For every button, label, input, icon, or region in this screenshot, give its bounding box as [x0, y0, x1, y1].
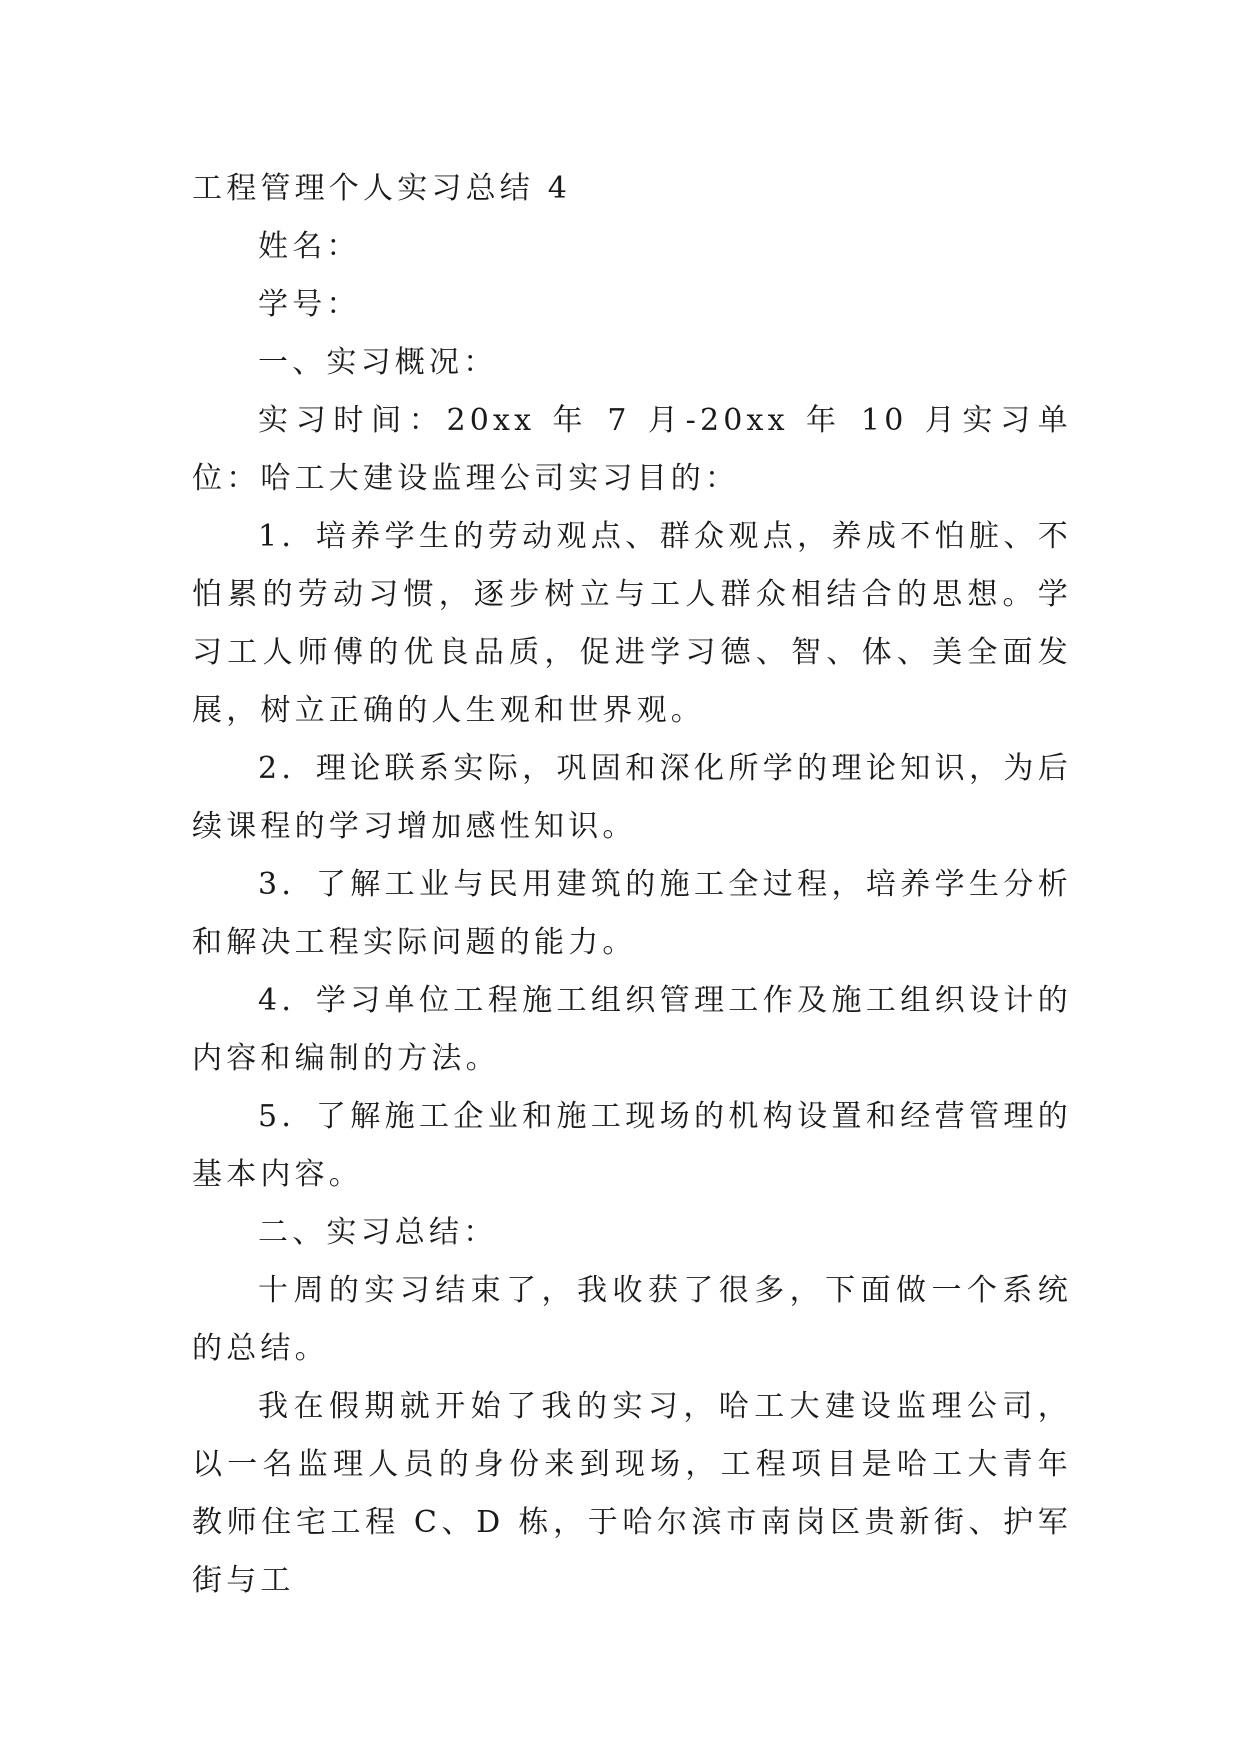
paragraph-summary-body: 我在假期就开始了我的实习，哈工大建设监理公司，以一名监理人员的身份来到现场，工程项目是哈工大青年教师住宅工程 C、D 栋，于哈尔滨市南岗区贵新街、护军街与工	[192, 1389, 1072, 1598]
name-field-label: 姓名：	[258, 229, 361, 264]
document-title: 工程管理个人实习总结 4	[192, 171, 572, 206]
paragraph-summary-intro: 十周的实习结束了，我收获了很多，下面做一个系统的总结。	[192, 1273, 1072, 1366]
section-heading-summary: 二、实习总结：	[258, 1215, 498, 1250]
list-item-goal-5: 5．了解施工企业和施工现场的机构设置和经营管理的基本内容。	[192, 1099, 1072, 1192]
list-item-goal-1: 1．培养学生的劳动观点、群众观点，养成不怕脏、不怕累的劳动习惯，逐步树立与工人群众相结合的思想。学习工人师傅的优良品质，促进学习德、智、体、美全面发展，树立正确的人生观和世界观。	[192, 519, 1072, 728]
student-id-field-label: 学号：	[258, 287, 361, 322]
list-item-goal-4: 4．学习单位工程施工组织管理工作及施工组织设计的内容和编制的方法。	[192, 983, 1072, 1076]
document-body	[192, 160, 1072, 1610]
list-item-goal-3: 3．了解工业与民用建筑的施工全过程，培养学生分析和解决工程实际问题的能力。	[192, 867, 1072, 960]
section-heading-overview: 一、实习概况：	[258, 345, 498, 380]
paragraph-internship-time: 实习时间：20xx 年 7 月-20xx 年 10 月实习单位：哈工大建设监理公司实习目的：	[192, 403, 1072, 496]
list-item-goal-2: 2．理论联系实际，巩固和深化所学的理论知识，为后续课程的学习增加感性知识。	[192, 751, 1072, 844]
